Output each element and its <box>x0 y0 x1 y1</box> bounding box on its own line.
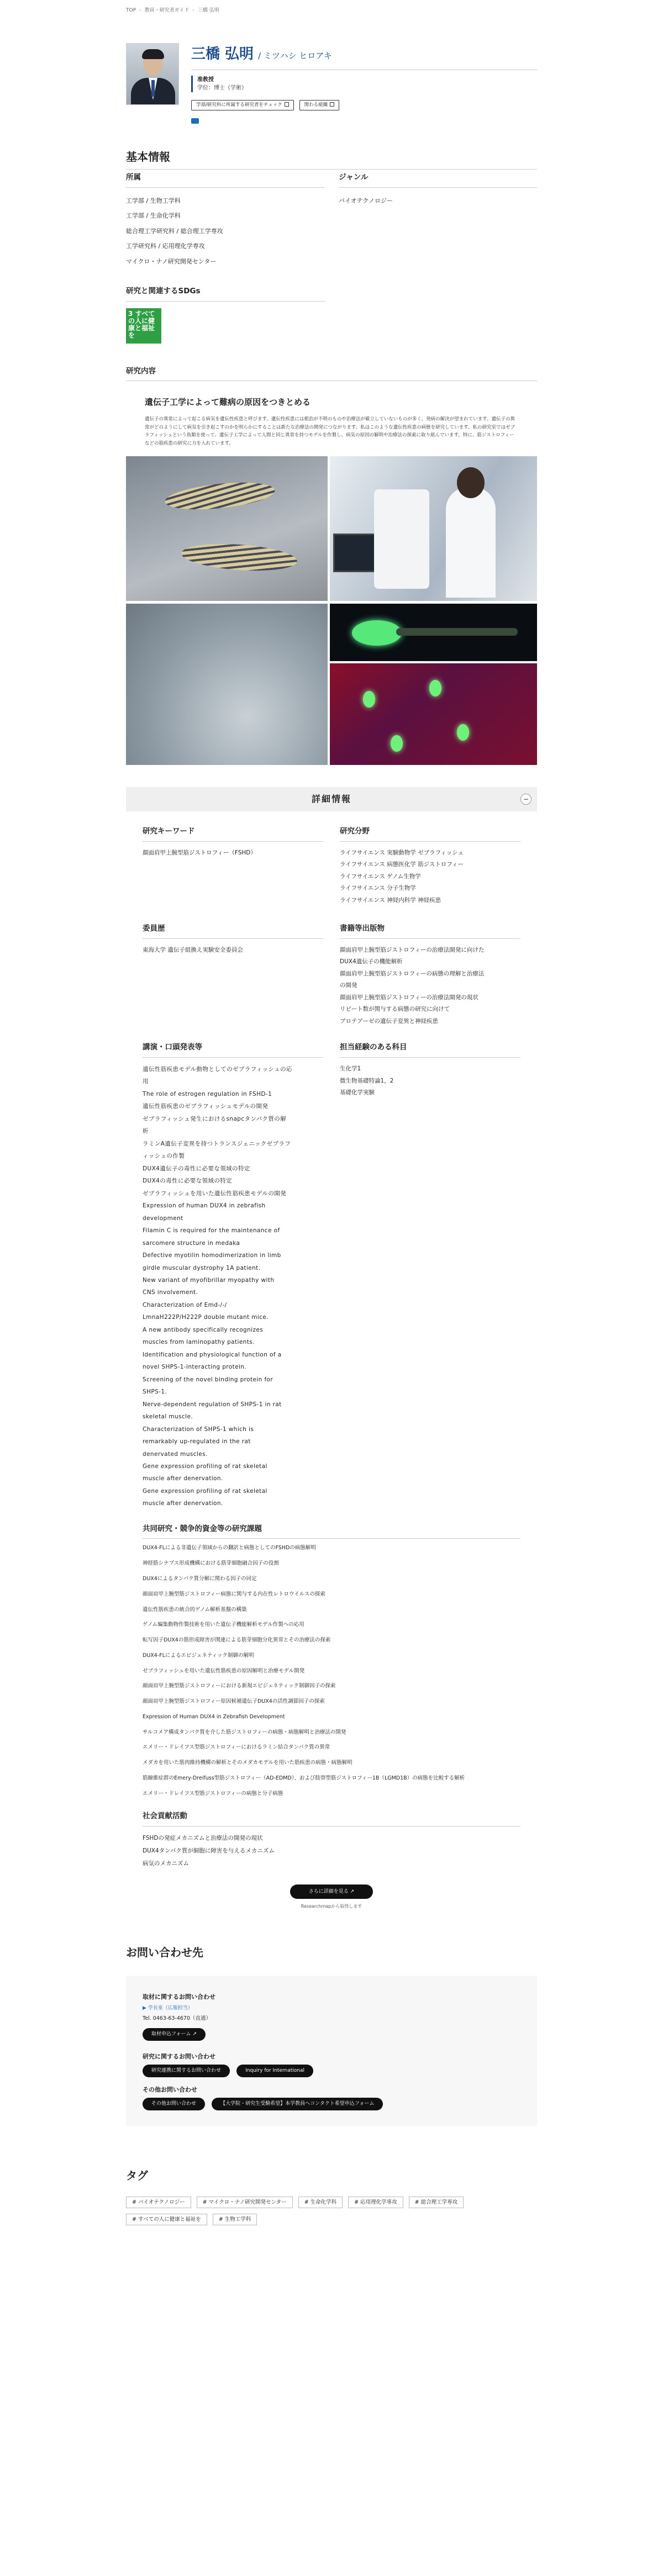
contact-section <box>126 1941 537 2126</box>
talk-item[interactable]: Nerve-dependent regulation of SHPS-1 in rat <box>143 1401 282 1408</box>
talk-item[interactable]: Expression of human DUX4 in zebrafish <box>143 1202 266 1210</box>
fields-heading: 研究分野 <box>340 824 520 842</box>
talk-item[interactable]: ゼブラフィッシュを用いた遺伝性筋疾患モデルの開発 <box>143 1190 287 1197</box>
media-form-button[interactable]: 取材申込フォーム ↗ <box>143 2028 206 2040</box>
talk-item[interactable]: DUX4遺伝子の毒性に必要な領域の特定 <box>143 1165 250 1172</box>
social-item: DUX4タンパク質が細胞に障害を与えるメカニズム <box>143 1847 275 1855</box>
grant-item[interactable]: 遺伝性筋疾患の統合的ゲノム解析基盤の構築 <box>143 1606 247 1613</box>
sns-icon[interactable] <box>191 118 199 124</box>
grant-item[interactable]: DUX4によるタンパク質分解に関わる因子の同定 <box>143 1576 257 1582</box>
grant-item[interactable]: ゼブラフィッシュを用いた遺伝性筋疾患の原因解明と治療モデル開発 <box>143 1667 305 1674</box>
zebrafish-photo <box>126 456 328 601</box>
talks-heading: 講演・口頭発表等 <box>143 1039 323 1058</box>
talk-item[interactable]: Gene expression profiling of rat skeletal <box>143 1463 267 1470</box>
affiliation-item: 総合理工学研究科 / 総合理工学専攻 <box>126 227 223 235</box>
talk-item[interactable]: muscle after denervation. <box>143 1475 223 1482</box>
talk-item[interactable]: SHPS-1. <box>143 1389 167 1396</box>
social-item: 病気のメカニズム <box>143 1860 189 1867</box>
talk-item[interactable]: Identification and physiological function of a <box>143 1351 282 1358</box>
related-org-button[interactable]: 関わる組織 <box>299 100 340 111</box>
grant-item[interactable]: 神経筋シナプス形成機構における筋芽細胞融合因子の役割 <box>143 1560 279 1567</box>
committee-heading: 委員歴 <box>143 921 323 939</box>
talk-item[interactable]: remarkably up-regulated in the rat <box>143 1438 251 1445</box>
talk-item[interactable]: Defective myotilin homodimerization in limb <box>143 1252 281 1259</box>
talk-item[interactable]: CNS involvement. <box>143 1289 198 1296</box>
researchmap-note: Researchmapから取得します <box>301 1904 362 1909</box>
talk-item[interactable]: sarcomere structure in medaka <box>143 1239 240 1247</box>
talk-item[interactable]: New variant of myofibrillar myopathy with <box>143 1276 275 1284</box>
research-heading: 研究内容 <box>126 363 537 382</box>
grant-item[interactable]: DUX4-FLによるエピジェネティック制御の解明 <box>143 1652 254 1659</box>
breadcrumb-top[interactable]: TOP <box>126 8 136 13</box>
tag[interactable]: # すべての人に健康と福祉を <box>126 2214 207 2225</box>
grant-item[interactable]: ゲノム編集動物作製技術を用いた遺伝子機能解析モデル作製への応用 <box>143 1622 304 1628</box>
breadcrumb: TOP › 教員・研究者ガイド › 三橋 弘明 <box>126 0 537 19</box>
talk-item[interactable]: denervated muscles. <box>143 1450 208 1458</box>
fluorescent-embryo-photo <box>330 604 537 661</box>
details-toggle-bar[interactable] <box>126 787 537 811</box>
affiliation-item: マイクロ・ナノ研究開発センター <box>126 257 217 265</box>
other-contact-heading: その他お問い合わせ <box>143 2086 197 2093</box>
paper-item[interactable]: 顔面肩甲上腕型筋ジストロフィーの治療法開発の現状 <box>340 994 478 1001</box>
grad-contact-form-button[interactable]: 【大学院・研究生受験希望】本学教員へコンタクト希望申込フォーム <box>212 2098 383 2110</box>
talk-item[interactable]: girdle muscular dystrophy 1A patient. <box>143 1264 261 1271</box>
culture-dish-photo <box>126 604 328 765</box>
fluorescent-cells-photo <box>330 663 537 765</box>
tag[interactable]: # バイオテクノロジー <box>126 2197 191 2208</box>
genre-item: バイオテクノロジー <box>339 197 393 204</box>
tag[interactable]: # マイクロ・ナノ研究開発センター <box>197 2197 293 2208</box>
grants-list <box>143 1544 520 1797</box>
grant-item[interactable]: 転写因子DUX4の筋形成障害が関連による筋芽細胞分化異常とその治療法の探索 <box>143 1637 331 1644</box>
research-contact-heading: 研究に関するお問い合わせ <box>143 2052 215 2060</box>
details-content <box>143 811 520 1910</box>
affiliation-heading: 所属 <box>126 170 324 188</box>
talk-item[interactable]: A new antibody specifically recognizes <box>143 1326 264 1333</box>
profile-name: 三橋 弘明 <box>191 46 254 62</box>
talk-item[interactable]: ィッシュの作製 <box>143 1153 185 1160</box>
tag[interactable]: # 総合理工学専攻 <box>409 2197 464 2208</box>
social-item: FSHDの発症メカニズムと治療法の開発の現状 <box>143 1835 263 1842</box>
tags-section <box>126 2165 537 2247</box>
grant-item[interactable]: 顔面肩甲上腕型筋ジストロフィー病態に関与する内在性レトロウイルスの探索 <box>143 1591 325 1597</box>
paper-item[interactable]: DUX4遺伝子の機能解析 <box>340 958 403 965</box>
tags-heading: タグ <box>126 2168 148 2182</box>
grant-item[interactable]: Expression of Human DUX4 in Zebrafish Development <box>143 1713 285 1720</box>
grant-item[interactable]: エメリー・ドレイフス型筋ジストロフィーの病態と分子病態 <box>143 1790 283 1797</box>
media-office-link[interactable]: ▶ 学長室（広報担当） <box>143 2005 193 2011</box>
talk-item[interactable]: novel SHPS-1-interacting protein. <box>143 1364 247 1371</box>
talk-item[interactable]: Screening of the novel binding protein for <box>143 1376 273 1383</box>
affiliation-list <box>126 193 324 270</box>
external-link-icon <box>330 102 334 107</box>
paper-item[interactable]: リピート数が関与する病態の研究に向けて <box>340 1006 450 1013</box>
basic-info <box>126 146 537 344</box>
social-heading: 社会貢献活動 <box>143 1808 520 1827</box>
tag[interactable]: # 応用理化学専攻 <box>348 2197 403 2208</box>
paper-item[interactable]: の開発 <box>340 982 357 989</box>
talk-item[interactable]: ラミンA遺伝子変異を持つトランスジェニックゼブラフ <box>143 1140 291 1147</box>
sdgs-heading: 研究と関連するSDGs <box>126 283 325 302</box>
papers-heading: 書籍等出版物 <box>340 921 520 939</box>
talk-item[interactable]: DUX4の毒性に必要な領域の特定 <box>143 1178 233 1185</box>
affiliation-item: 工学研究科 / 応用理化学専攻 <box>126 242 205 250</box>
lab-microscope-photo <box>330 456 537 601</box>
talk-item[interactable]: 遺伝性筋疾患モデル動物としてのゼブラフィッシュの応 <box>143 1066 292 1073</box>
other-inquiry-button[interactable]: その他お問い合わせ <box>143 2098 205 2110</box>
more-details-button[interactable]: さらに詳細を見る ↗ <box>290 1885 373 1899</box>
contact-heading: お問い合わせ先 <box>126 1946 203 1960</box>
external-link-icon <box>285 102 289 107</box>
field-item: ライフサイエンス 神経内科学 神経疾患 <box>340 896 441 904</box>
talk-item[interactable]: Characterization of SHPS-1 which is <box>143 1426 254 1433</box>
talk-item[interactable]: 用 <box>143 1078 149 1085</box>
media-contact-heading: 取材に関するお問い合わせ <box>143 1993 215 2001</box>
research-collab-button[interactable]: 研究連携に関するお問い合わせ <box>143 2065 230 2077</box>
talk-item[interactable]: Characterization of Emd-/-/ <box>143 1301 227 1308</box>
profile-role <box>191 76 537 92</box>
profile-title: 准教授 <box>197 76 214 83</box>
talk-item[interactable]: ゼブラフィッシュ発生におけるsnapcタンパク質の解 <box>143 1115 287 1122</box>
collapse-icon[interactable]: − <box>520 794 532 805</box>
grant-item[interactable]: エメリー・ドレイフス型筋ジストロフィーにおけるラミン結合タンパク質の異常 <box>143 1744 330 1751</box>
research-section <box>126 363 537 765</box>
basic-info-heading: 基本情報 <box>126 146 537 170</box>
course-item: 基礎化学実験 <box>340 1089 375 1096</box>
grant-item[interactable]: 顔面肩甲上腕型筋ジストロフィー原因候補遺伝子DUX4の活性調節因子の探索 <box>143 1698 325 1705</box>
field-item: ライフサイエンス 分子生物学 <box>340 885 416 892</box>
course-item: 微生物基礎特論1，2 <box>340 1077 394 1084</box>
talk-item[interactable]: 遺伝性筋疾患のゼブラフィッシュモデルの開発 <box>143 1103 269 1110</box>
grant-item[interactable]: サルコメア構成タンパク質を介した筋ジストロフィーの病態・病態解明と治療法の開発 <box>143 1729 346 1735</box>
research-text: 遺伝子の異常によって起こる病気を遺伝性疾患と呼びます。遺伝性疾患には根治が不明のものや治療法が確立していないものが多く、発病の解決が望まれています。遺伝子の異常がどのようにして病気を引き起こすのかを明らかにすることは新たな治療法の開発につながります。私はこのような遺伝性疾患の病態を研究しています。私の研究室ではゼブラフィッシュという魚類を使って、遺伝子工学によって人間と同じ異常を持つモデルを作製し、病気の原因の解明や治療法の探索に取り組んでいます。特に、筋ジストロフィーなどの筋疾患の研究に力を入れています。 <box>145 416 515 446</box>
grants-heading: 共同研究・競争的資金等の研究課題 <box>143 1521 520 1539</box>
talk-item[interactable]: muscles from laminopathy patients. <box>143 1339 255 1346</box>
grant-item[interactable]: DUX4-FLによる非遺伝子領域からの翻訳と病態としてのFSHDの病態解明 <box>143 1545 316 1551</box>
profile-degree: 学位：博士（学術） <box>197 85 247 91</box>
paper-item[interactable]: プロテアーゼの遺伝子変異と神経疾患 <box>340 1017 438 1025</box>
profile-kana: / ミツハシ ヒロアキ <box>258 51 332 61</box>
research-images <box>126 456 537 765</box>
talks-list <box>143 1063 323 1510</box>
media-tel: Tel. 0463-63-4670（直通） <box>143 2015 212 2022</box>
details-heading: 詳細情報 <box>311 794 351 805</box>
international-inquiry-button[interactable]: Inquiry for International <box>236 2065 313 2077</box>
field-item: ライフサイエンス 実験動物学 ゼブラフィッシュ <box>340 849 464 856</box>
tag[interactable]: # 生物工学科 <box>213 2214 257 2225</box>
grant-item[interactable]: メダカを用いた筋肉維持機構の解析とそのメダカモデルを用いた筋疾患の病態・病態解明 <box>143 1760 352 1766</box>
talk-item[interactable]: skeletal muscle. <box>143 1413 193 1421</box>
talk-item[interactable]: 析 <box>143 1128 149 1135</box>
affiliation-item: 工学部 / 生物工学科 <box>126 197 181 204</box>
affiliation-item: 工学部 / 生命化学科 <box>126 212 181 220</box>
keyword-item: 顔面肩甲上腕型筋ジストロフィー（FSHD） <box>143 849 256 856</box>
talk-item[interactable]: Filamin C is required for the maintenance of <box>143 1227 280 1234</box>
courses-heading: 担当経験のある科目 <box>340 1039 520 1058</box>
profile-photo <box>126 43 179 105</box>
profile-header <box>126 43 537 140</box>
grant-item[interactable]: 顔面肩甲上腕型筋ジストロフィーにおける新規エピジェネティック制御因子の探索 <box>143 1683 336 1690</box>
paper-item[interactable]: 顔面肩甲上腕型筋ジストロフィーの病態の理解と治療法 <box>340 970 485 977</box>
paper-item[interactable]: 顔面肩甲上腕型筋ジストロフィーの治療法開発に向けた <box>340 946 485 953</box>
genre-heading: ジャンル <box>339 170 537 188</box>
talk-item[interactable]: development <box>143 1215 183 1222</box>
grant-item[interactable]: 筋線維症群のEmery-Dreifuss型筋ジストロフィー（AD-EDMD）、および肢帯型筋ジストロフィー1B（LGMD1B）の病態を比較する解析 <box>143 1775 465 1781</box>
talk-item[interactable]: Gene expression profiling of rat skeletal <box>143 1487 267 1495</box>
tag[interactable]: # 生命化学科 <box>298 2197 343 2208</box>
breadcrumb-current: 三橋 弘明 <box>197 8 219 13</box>
sdg-3-icon: 3 すべての人に健康と福祉を <box>126 308 161 344</box>
committee-item: 東海大学 遺伝子組換え実験安全委員会 <box>143 946 243 953</box>
talk-item[interactable]: LmnaH222P/H222P double mutant mice. <box>143 1314 269 1321</box>
talk-item[interactable]: muscle after denervation. <box>143 1500 223 1507</box>
check-researchers-button[interactable]: 学部/研究科に所属する研究者をチェック <box>191 100 294 111</box>
talk-item[interactable]: The role of estrogen regulation in FSHD-1 <box>143 1090 272 1097</box>
field-item: ライフサイエンス 病態医化学 筋ジストロフィー <box>340 861 464 868</box>
research-title: 遺伝子工学によって難病の原因をつきとめる <box>145 397 311 408</box>
field-item: ライフサイエンス ゲノム生物学 <box>340 873 421 880</box>
course-item: 生化学1 <box>340 1065 361 1072</box>
breadcrumb-guide[interactable]: 教員・研究者ガイド <box>144 8 190 13</box>
keywords-heading: 研究キーワード <box>143 824 323 842</box>
